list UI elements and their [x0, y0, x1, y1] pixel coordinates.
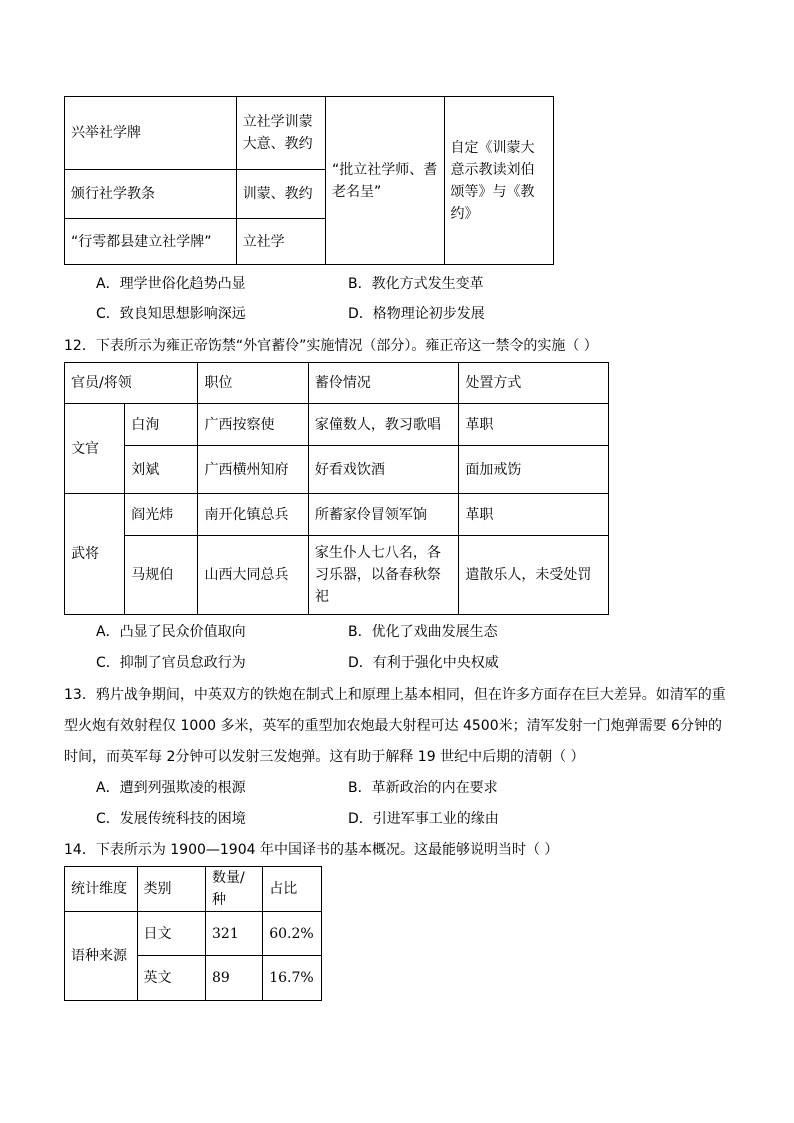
table-q11	[64, 96, 554, 265]
table-header: 处置方式	[459, 363, 609, 404]
table-cell: 立社学训蒙大意、教约	[236, 97, 325, 170]
table-cell: 89	[206, 956, 263, 1001]
option-d: D．格物理论初步发展	[348, 306, 485, 322]
table-cell: 兴举社学牌	[65, 97, 237, 170]
table-cell: 广西横州知府	[198, 446, 308, 494]
table-cell: 英文	[137, 956, 205, 1001]
table-cell: 刘斌	[125, 446, 198, 494]
table-cell: 16.7%	[263, 956, 322, 1001]
option-a: A．凸显了民众价值取向	[96, 624, 246, 640]
table-cell: 家生仆人七八名，各习乐器，以备春秋祭祀	[308, 536, 459, 615]
option-c: C．发展传统科技的困境	[96, 811, 246, 827]
option-d: D．有利于强化中央权威	[348, 655, 499, 671]
table-q14	[64, 866, 322, 1001]
table-cell: 马规伯	[125, 536, 198, 615]
table-cell: “批立社学师、耆老名呈”	[326, 97, 444, 265]
table-cell: 广西按察使	[198, 404, 308, 446]
table-cell: 自定《训蒙大意示教读刘伯颂等》与《教约》	[444, 97, 553, 265]
table-cell: 山西大同总兵	[198, 536, 308, 615]
option-c: C．抑制了官员怠政行为	[96, 655, 246, 671]
option-b: B．革新政治的内在要求	[348, 780, 498, 796]
table-cell: 遣散乐人，未受处罚	[459, 536, 609, 615]
table-header: 占比	[263, 867, 322, 912]
option-b: B．优化了戏曲发展生态	[348, 624, 498, 640]
table-cell: “行雩都县建立社学牌”	[65, 219, 237, 265]
option-d: D．引进军事工业的缘由	[348, 811, 499, 827]
table-cell: 颁行社学教条	[65, 170, 237, 219]
table-header: 数量/种	[206, 867, 263, 912]
table-cell: 训蒙、教约	[236, 170, 325, 219]
table-group-cell: 文官	[65, 404, 125, 494]
table-group-cell: 武将	[65, 494, 125, 615]
table-header: 统计维度	[65, 867, 138, 912]
table-cell: 革职	[459, 404, 609, 446]
option-b: B．教化方式发生变革	[348, 276, 484, 292]
table-cell: 革职	[459, 494, 609, 536]
option-a: A．遭到列强欺凌的根源	[96, 780, 246, 796]
option-c: C．致良知思想影响深远	[96, 306, 246, 322]
table-group-cell: 语种来源	[65, 912, 138, 1001]
table-header: 类别	[137, 867, 205, 912]
table-cell: 南开化镇总兵	[198, 494, 308, 536]
table-cell: 家僮数人，教习歌唱	[308, 404, 459, 446]
table-header: 蓄伶情况	[308, 363, 459, 404]
table-header: 职位	[198, 363, 308, 404]
table-cell: 立社学	[236, 219, 325, 265]
table-q12	[64, 362, 609, 615]
table-cell: 60.2%	[263, 912, 322, 956]
question-12-stem: 12．下表所示为雍正帝饬禁“外官蓄伶”实施情况（部分）。雍正帝这一禁令的实施（ ）	[64, 338, 598, 354]
table-cell: 好看戏饮酒	[308, 446, 459, 494]
table-cell: 面加戒饬	[459, 446, 609, 494]
question-13-stem: 13．鸦片战争期间，中英双方的铁炮在制式上和原理上基本相同，但在许多方面存在巨大差异。如清军的重型火炮有效射程仅 1000 多米，英军的重型加农炮最大射程可达 4500米；清军发射一门炮弹需要 6分钟的时间，而英军每 2分钟可以发射三发炮弹。这有助于解释 19 世纪中后期的清朝（ ）	[64, 687, 726, 765]
option-a: A．理学世俗化趋势凸显	[96, 276, 246, 292]
table-cell: 阎光炜	[125, 494, 198, 536]
table-header: 官员/将领	[65, 363, 198, 404]
table-cell: 白洵	[125, 404, 198, 446]
table-cell: 所蓄家伶冒领军饷	[308, 494, 459, 536]
table-cell: 321	[206, 912, 263, 956]
table-cell: 日文	[137, 912, 205, 956]
question-14-stem: 14．下表所示为 1900—1904 年中国译书的基本概况。这最能够说明当时（ ）	[64, 842, 559, 858]
